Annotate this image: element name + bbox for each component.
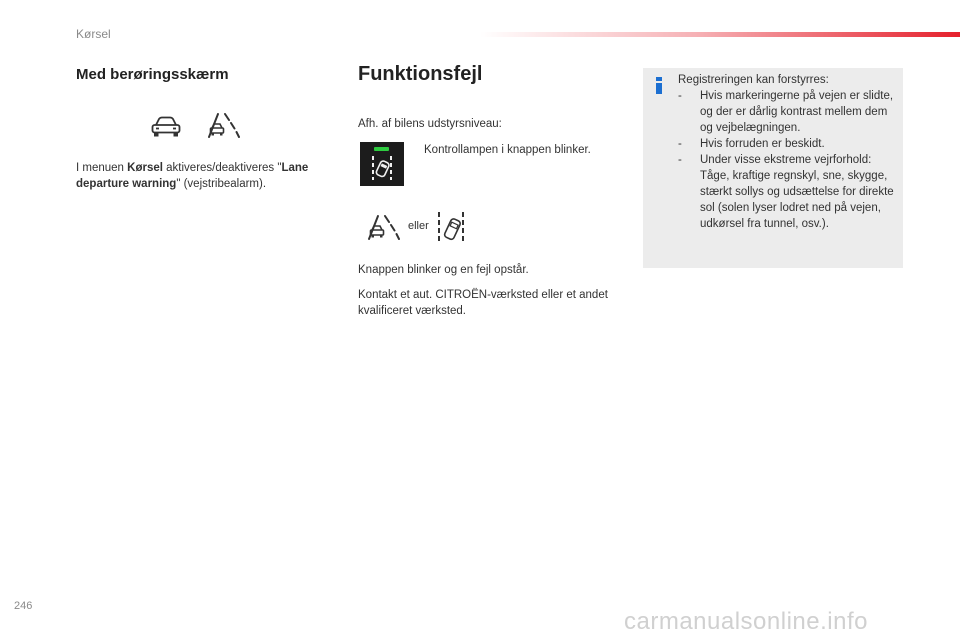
or-label: eller (408, 220, 429, 232)
lane-departure-icon (366, 214, 400, 242)
lane-warning-button-icon (360, 142, 404, 186)
watermark: carmanualsonline.info (624, 608, 868, 635)
section-title: Kørsel (76, 27, 111, 41)
button-blink-text: Knappen blinker og en fejl opstår. (358, 264, 529, 276)
touchscreen-heading: Med berøringsskærm (76, 66, 229, 83)
page-number: 246 (14, 600, 33, 612)
header-accent-bar (480, 32, 960, 37)
malfunction-heading: Funktionsfejl (358, 63, 483, 85)
menu-name: Kørsel (127, 162, 163, 174)
info-list-item: - Hvis markeringerne på vejen er slidte, og der er dårlig kontrast mellem dem og vejbelægningen. (678, 90, 894, 134)
indicator-lamp-button (360, 142, 404, 186)
car-front-icon (150, 116, 182, 138)
lamp-blink-text: Kontrollampen i knappen blinker. (424, 144, 591, 156)
contact-workshop-text: Kontakt et aut. CITROËN-værksted eller et andet kvalificeret værksted. (358, 289, 608, 317)
lane-departure-icon (206, 112, 240, 140)
info-intro: Registreringen kan forstyrres: (678, 74, 829, 86)
info-icon (655, 77, 663, 94)
lane-warning-button-icon (436, 210, 466, 246)
equipment-intro: Afh. af bilens udstyrsniveau: (358, 118, 502, 130)
feature-name: Lane departure warning (76, 162, 309, 190)
info-list-item: - Hvis forruden er beskidt. (678, 138, 825, 150)
info-list-item: - Under visse ekstreme vejrforhold: Tåge, kraftige regnskyl, sne, skygge, stærkt sollys og udsættelse for direkte sol (solen lyser lodret ned på vejen, udkørsel fra tunnel, osv.). (678, 154, 894, 230)
touchscreen-instruction: I menuen Kørsel aktiveres/deaktiveres "Lane departure warning" (vejstribealarm). (76, 162, 309, 190)
info-text (678, 72, 900, 232)
